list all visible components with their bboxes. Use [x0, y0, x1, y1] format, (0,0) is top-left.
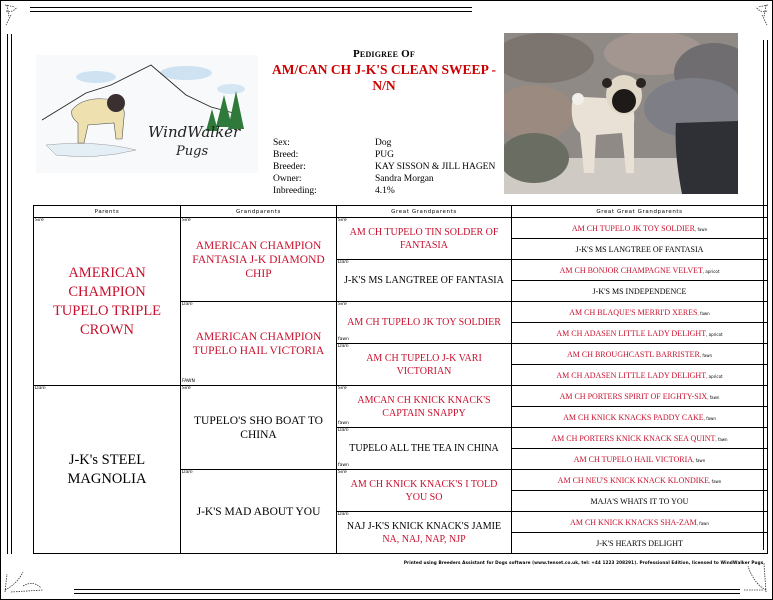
corner-ornament-bottom-right	[740, 560, 768, 594]
dam-tag: Dam	[182, 470, 193, 475]
kennel-logo	[36, 55, 258, 173]
coat-tag: fawn	[699, 520, 709, 526]
parent-sire-name: AMERICAN CHAMPION TUPELO TRIPLE CROWN	[52, 264, 162, 338]
detail-value: 4.1%	[375, 186, 395, 196]
ggg-cell	[512, 533, 768, 554]
ggg-name: AM CH KNICK KNACKS PADDY CAKE	[563, 412, 704, 422]
great-grandparent-name: AM CH TUPELO J-K VARI VICTORIAN	[366, 352, 482, 377]
ggg-cell: AM CH TUPELO JK TOY SOLDIER, fawn	[512, 218, 768, 239]
table-row	[34, 218, 768, 239]
grandparent-name: AMERICAN CHAMPION TUPELO HAIL VICTORIA	[192, 330, 325, 357]
detail-sex	[273, 137, 495, 149]
ggg-cell	[512, 239, 768, 260]
ggg-cell: AM CH PORTERS SPIRIT OF EIGHTY-SIX, fawn	[512, 386, 768, 407]
ggg-cell: AM CH PORTERS KNICK KNACK SEA QUINT, fawn	[512, 428, 768, 449]
ggg-cell: AM CH ADASEN LITTLE LADY DELIGHT, apricot	[512, 323, 768, 344]
great-grandparent-name: AM CH KNICK KNACK'S I TOLD YOU SO	[350, 478, 498, 503]
coat-tag: fawn	[702, 352, 713, 358]
coat-tag: apricot	[708, 373, 723, 379]
ggg-name: AM CH TUPELO JK TOY SOLDIER	[571, 223, 695, 233]
coat-tag: fawn	[338, 463, 349, 468]
coat-tag: fawn	[700, 310, 710, 316]
pedigree-title	[262, 48, 506, 94]
sire-tag: Sire	[35, 218, 44, 223]
coat-tag: fawn	[338, 421, 349, 426]
great-grandparent-cell	[337, 512, 512, 554]
printed-by-footer: Printed using Breeders Assistant for Dogs software (www.tenset.co.uk, tel: +44 1223 208291). Professional Edition, licensed to WindWalker Pugs.	[403, 560, 765, 565]
dam-tag: Dam	[182, 302, 193, 307]
left-double-rule	[7, 34, 12, 554]
dog-name: AM/CAN CH J-K'S CLEAN SWEEP - N/N	[272, 62, 496, 93]
pedigree-table	[33, 205, 768, 554]
great-grandparent-name: J-K'S MS LANGTREE OF FANTASIA	[344, 275, 504, 286]
ggg-name: AM CH BLAQUE'S MERRI'D XERES	[569, 307, 698, 317]
great-grandparent-cell	[337, 302, 512, 344]
coat-tag: fawn	[338, 337, 349, 342]
detail-label: Breeder:	[273, 162, 306, 172]
ggg-name: AM CH PORTERS KNICK KNACK SEA QUINT	[551, 433, 716, 443]
great-grandparent-cell	[337, 260, 512, 302]
ggg-name: AM CH BONJOR CHAMPAGNE VELVET	[559, 265, 703, 275]
great-grandparent-name: NAJ J-K'S KNICK KNACK'S JAMIE	[346, 520, 502, 532]
sire-tag: Sire	[338, 386, 347, 391]
dam-tag: Dam	[338, 428, 349, 433]
ggg-name: J-K'S HEARTS DELIGHT	[596, 538, 683, 548]
detail-value: PUG	[375, 150, 395, 160]
ggg-cell: AM CH BROUGHCASTL BARRISTER, fawn	[512, 344, 768, 365]
great-grandparent-titles: NA, NAJ, NAP, NJP	[382, 533, 466, 545]
ggg-cell: AM CH ADASEN LITTLE LADY DELIGHT, apricot	[512, 365, 768, 386]
great-grandparent-name: AMCAN CH KNICK KNACK'S CAPTAIN SNAPPY	[357, 394, 491, 419]
ggg-name: AM CH ADASEN LITTLE LADY DELIGHT	[556, 370, 707, 380]
parent-sire-cell	[34, 218, 181, 386]
ggg-name: J-K'S MS LANGTREE OF FANTASIA	[575, 244, 704, 254]
corner-ornament-top-right	[744, 3, 770, 29]
detail-label: Sex:	[273, 138, 290, 148]
ggg-cell: AM CH BONJOR CHAMPAGNE VELVET, apricot	[512, 260, 768, 281]
dam-tag: Dam	[338, 344, 349, 349]
header-row	[34, 206, 768, 218]
ggg-name: AM CH PORTERS SPIRIT OF EIGHTY-SIX	[559, 391, 708, 401]
grandparent-cell	[181, 386, 337, 470]
ggg-cell: AM CH BLAQUE'S MERRI'D XERES, fawn	[512, 302, 768, 323]
table-row	[34, 386, 768, 407]
ggg-cell: AM CH KNICK KNACKS PADDY CAKE, fawn	[512, 407, 768, 428]
ggg-cell: AM CH TUPELO HAIL VICTORIA, fawn	[512, 449, 768, 470]
great-grandparent-cell	[337, 218, 512, 260]
detail-breeder	[273, 161, 495, 173]
dam-tag: Dam	[35, 386, 46, 391]
sire-tag: Sire	[182, 386, 191, 391]
ggg-cell: AM CH KNICK KNACKS SHA-ZAM, fawn	[512, 512, 768, 533]
grandparent-cell	[181, 470, 337, 554]
dog-details	[273, 137, 495, 197]
ggg-name: AM CH BROUGHCASTL BARRISTER	[566, 349, 700, 359]
dam-tag: Dam	[338, 512, 349, 517]
great-grandparent-name: TUPELO ALL THE TEA IN CHINA	[349, 443, 499, 454]
column-header-great-grandparents: Great Grandparents	[337, 206, 512, 218]
dam-tag: Dam	[338, 260, 349, 265]
great-grandparent-cell	[337, 344, 512, 386]
great-grandparent-cell	[337, 428, 512, 470]
column-header-parents: Parents	[34, 206, 181, 218]
ggg-name: J-K'S MS INDEPENDENCE	[592, 286, 687, 296]
great-grandparent-name: AM CH TUPELO TIN SOLDER OF FANTASIA	[349, 226, 499, 251]
great-grandparent-cell	[337, 386, 512, 428]
detail-value: Sandra Morgan	[375, 174, 434, 184]
detail-label: Breed:	[273, 150, 299, 160]
ggg-name: AM CH TUPELO HAIL VICTORIA	[573, 454, 694, 464]
parent-dam-name: J-K's STEEL MAGNOLIA	[67, 451, 147, 487]
top-double-rule-full	[30, 7, 472, 12]
column-header-great-great-grandparents: Great Great Grandparents	[512, 206, 768, 218]
dog-photo	[504, 33, 738, 194]
corner-ornament-bottom-left	[3, 568, 63, 594]
coat-tag: fawn	[697, 226, 708, 232]
sire-tag: Sire	[182, 218, 191, 223]
svg-text:Pugs: Pugs	[176, 144, 209, 159]
ggg-cell: AM CH NEU'S KNICK KNACK KLONDIKE, fawn	[512, 470, 768, 491]
detail-value: KAY SISSON & JILL HAGEN	[375, 162, 496, 172]
great-grandparent-cell	[337, 470, 512, 512]
parent-dam-cell	[34, 386, 181, 554]
sire-tag: Sire	[338, 302, 347, 307]
coat-tag: fawn	[711, 478, 722, 484]
great-grandparent-name: AM CH TUPELO JK TOY SOLDIER	[347, 317, 501, 328]
sire-tag: Sire	[338, 218, 347, 223]
coat-tag: fawn	[717, 436, 728, 442]
detail-breed	[273, 149, 495, 161]
logo-text: WindWalker	[148, 123, 241, 141]
detail-inbreeding	[273, 185, 495, 197]
grandparent-name: TUPELO'S SHO BOAT TO CHINA	[194, 414, 323, 441]
pedigree-subtitle: Pedigree Of	[352, 48, 415, 60]
ggg-name: AM CH NEU'S KNICK KNACK KLONDIKE	[557, 475, 710, 485]
ggg-name: AM CH ADASEN LITTLE LADY DELIGHT	[556, 328, 707, 338]
ggg-cell	[512, 281, 768, 302]
detail-label: Inbreeding:	[273, 186, 317, 196]
ggg-cell	[512, 491, 768, 512]
coat-tag: apricot	[708, 331, 723, 337]
detail-owner	[273, 173, 495, 185]
grandparent-name: J-K'S MAD ABOUT YOU	[196, 505, 321, 518]
sire-tag: Sire	[338, 470, 347, 475]
bottom-double-rule	[74, 589, 740, 594]
corner-ornament-top-left	[3, 3, 29, 29]
detail-value: Dog	[375, 138, 392, 148]
ggg-name: MAJA'S WHATS IT TO YOU	[590, 496, 689, 506]
grandparent-cell	[181, 302, 337, 386]
coat-tag: fawn	[706, 415, 716, 421]
coat-tag: fawn	[695, 457, 706, 463]
coat-tag: fawn	[709, 394, 720, 400]
grandparent-cell	[181, 218, 337, 302]
column-header-grandparents: Grandparents	[181, 206, 337, 218]
detail-label: Owner:	[273, 174, 302, 184]
coat-tag: apricot	[705, 268, 720, 274]
grandparent-name: AMERICAN CHAMPION FANTASIA J-K DIAMOND CHIP	[192, 239, 325, 280]
ggg-name: AM CH KNICK KNACKS SHA-ZAM	[570, 517, 697, 527]
coat-tag: FAWN	[182, 379, 195, 384]
